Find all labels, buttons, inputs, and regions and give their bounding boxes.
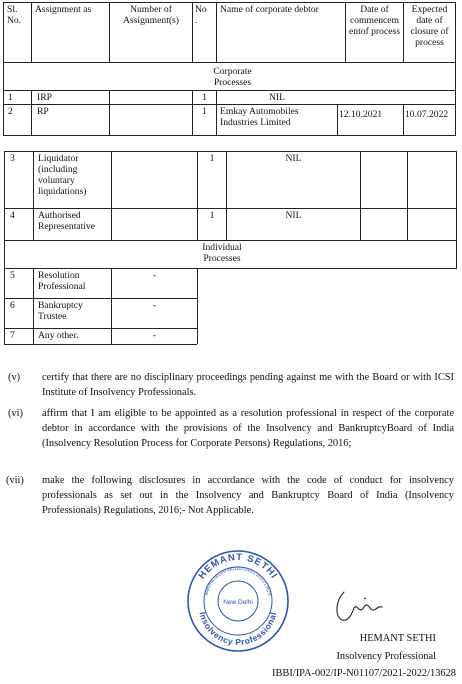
- clause-v-text: certify that there are no disciplinary proceedings pending against me with the Board or with ICSI Institute of Insolvency Professionals.: [42, 372, 454, 398]
- header-sl-no: Sl. No.: [7, 4, 22, 26]
- row7-assignment: Any other.: [38, 330, 79, 341]
- row5-count: -: [152, 270, 157, 281]
- col-divider: [111, 151, 112, 240]
- row2-debtor: Emkay Automobiles Industries Limited: [220, 106, 299, 128]
- table-border: [4, 344, 197, 345]
- col-divider: [197, 268, 198, 344]
- header-expected-closure: Expected date of closure of process: [410, 4, 449, 48]
- header-date-commencement: Date of commencem entof process: [349, 4, 400, 37]
- header-no: No .: [195, 4, 207, 26]
- row3-debtor: NIL: [285, 153, 302, 164]
- row6-count: -: [152, 300, 157, 311]
- row7-sl: 7: [10, 330, 15, 341]
- stamp-top-text: HEMANT SETHI: [196, 551, 280, 582]
- row3-sl: 3: [10, 153, 15, 164]
- row7-count: -: [152, 330, 157, 341]
- stamp-center-text: New Delhi: [223, 599, 253, 606]
- header-corporate-debtor: Name of corporate debtor: [220, 4, 319, 15]
- signatory-registration-number: IBBI/IPA-002/IP-N01107/2021-2022/13628: [272, 668, 456, 679]
- row2-start-date: 12.10.2021: [339, 109, 383, 120]
- signatory-title: Insolvency Professional: [336, 651, 436, 662]
- row4-assignment: Authorised Representative: [38, 210, 96, 232]
- row6-assignment: Bankruptcy Trustee: [38, 300, 83, 322]
- header-bottom-border: [3, 62, 456, 63]
- handwritten-signature: [330, 586, 390, 626]
- signatory-name: HEMANT SETHI: [359, 633, 436, 644]
- row2-end-date: 10.07.2022: [405, 109, 449, 120]
- row4-sl: 4: [10, 210, 15, 221]
- clause-v-number: (v): [8, 372, 21, 383]
- col-divider: [216, 2, 217, 62]
- clause-vii-text: make the following disclosures in accordance with the code of conduct for insolvency professionals as set out in the Insolvency and Bankruptcy Board of India (Insolvency Professionals) Regulations, 2016;- Not Applicable.: [42, 475, 454, 516]
- row2-sl: 2: [8, 106, 13, 117]
- col-divider: [407, 151, 408, 240]
- header-number-of-assignments: Number of Assignment(s): [123, 4, 179, 26]
- col-divider: [31, 90, 32, 135]
- clause-vi-text: affirm that I am eligible to be appointed as a resolution professional in respect of the corporate debtor in accordance with the provisions of the Insolvency and BankruptcyBoard of India (Insolvency Resolution Process for Corporate Persons) Regulations, 2016;: [42, 408, 454, 449]
- col-divider: [33, 151, 34, 240]
- row4-debtor: NIL: [285, 210, 302, 221]
- header-assignment-as: Assignment as: [35, 4, 92, 15]
- row2-assignment: RP: [37, 106, 49, 117]
- stamp-bottom-text: Insolvency Professional: [197, 610, 279, 648]
- stamp-inner-text: IBBI/IPA-002/IP-N01107/2021-2022/13628: [203, 565, 273, 596]
- row6-sl: 6: [10, 300, 15, 311]
- row2-no: 1: [202, 106, 207, 117]
- col-divider: [109, 90, 110, 135]
- row3-no: 1: [209, 153, 215, 164]
- row1-assignment: IRP: [37, 92, 52, 103]
- row3-assignment: Liquidator (including voluntary liquidations): [38, 153, 87, 197]
- section-individual-processes: Individual Processes: [202, 242, 242, 264]
- table-right-border: [456, 151, 457, 268]
- col-divider: [360, 151, 361, 240]
- row5-assignment: Resolution Professional: [38, 270, 86, 292]
- round-stamp-seal: [185, 548, 291, 654]
- row1-debtor: NIL: [269, 92, 285, 103]
- table-left-border: [4, 151, 5, 344]
- col-divider: [33, 268, 34, 344]
- col-divider: [31, 2, 32, 62]
- clause-vi-number: (vi): [8, 408, 24, 419]
- table-left-border: [3, 2, 4, 135]
- row1-no: 1: [202, 92, 207, 103]
- section-corporate-processes: Corporate Processes: [213, 66, 252, 88]
- row5-sl: 5: [10, 270, 15, 281]
- row4-no: 1: [209, 210, 215, 221]
- row1-sl: 1: [8, 92, 13, 103]
- clause-vii-number: (vii): [6, 475, 24, 486]
- row2-bottom-border: [3, 135, 456, 136]
